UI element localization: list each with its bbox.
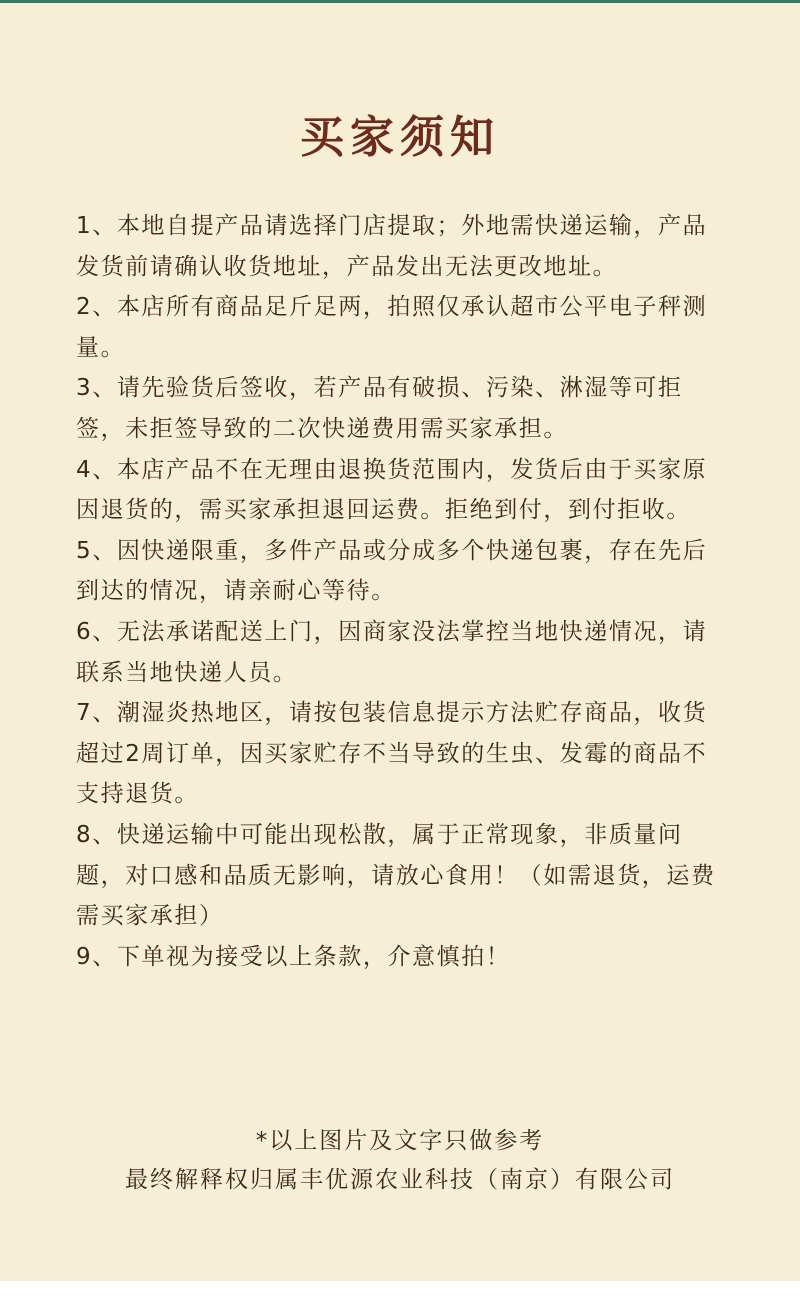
rule-text: 、本店所有商品足斤足两，拍照仅承认超市公平电子秤测量。 bbox=[76, 294, 708, 361]
rule-number: 8 bbox=[76, 821, 93, 848]
rule-number: 9 bbox=[76, 943, 93, 970]
disclaimer-text: *以上图片及文字只做参考 bbox=[255, 1128, 545, 1154]
rule-number: 3 bbox=[76, 375, 93, 402]
rule-text: 、请先验货后签收，若产品有破损、污染、淋湿等可拒签，未拒签导致的二次快递费用需买家承担。 bbox=[76, 375, 683, 442]
rule-number: 6 bbox=[76, 618, 93, 645]
rule-item bbox=[76, 368, 724, 449]
rule-text: 、下单视为接受以上条款，介意慎拍！ bbox=[92, 943, 511, 970]
top-accent-bar bbox=[0, 0, 800, 3]
rule-text: 、无法承诺配送上门，因商家没法掌控当地快递情况，请联系当地快递人员。 bbox=[76, 618, 708, 686]
rule-text: 、快递运输中可能出现松散，属于正常现象，非质量问题，对口感和品质无影响，请放心食用！（如需退货，运费需买家承担） bbox=[76, 821, 716, 930]
rights-text: 最终解释权归属丰优源农业科技（南京）有限公司 bbox=[125, 1167, 675, 1193]
rule-item bbox=[76, 450, 724, 531]
page-title: 买家须知 bbox=[300, 112, 500, 163]
rule-text: 、本地自提产品请选择门店提取；外地需快递运输，产品发货前请确认收货地址，产品发出无法更改地址。 bbox=[76, 213, 708, 280]
rule-item bbox=[76, 937, 724, 978]
rules-list bbox=[76, 206, 724, 977]
rule-number: 4 bbox=[76, 456, 93, 483]
rule-item bbox=[76, 287, 724, 368]
rule-item bbox=[76, 815, 724, 937]
footer bbox=[0, 1122, 800, 1200]
rule-number: 1 bbox=[76, 213, 93, 239]
rule-item bbox=[76, 693, 724, 815]
rule-item bbox=[76, 206, 724, 287]
bottom-strip bbox=[0, 1281, 800, 1299]
rule-number: 7 bbox=[76, 700, 93, 727]
rule-text: 、潮湿炎热地区，请按包装信息提示方法贮存商品，收货超过2周订单，因买家贮存不当导致的生虫、发霉的商品不支持退货。 bbox=[76, 700, 708, 808]
rule-text: 、因快递限重，多件产品或分成多个快递包裹，存在先后到达的情况，请亲耐心等待。 bbox=[76, 537, 708, 605]
rule-text: 、本店产品不在无理由退换货范围内，发货后由于买家原因退货的，需买家承担退回运费。拒绝到付，到付拒收。 bbox=[76, 456, 708, 524]
rule-number: 2 bbox=[76, 294, 93, 321]
rule-number: 5 bbox=[76, 537, 93, 564]
rule-item bbox=[76, 612, 724, 693]
rule-item bbox=[76, 531, 724, 612]
